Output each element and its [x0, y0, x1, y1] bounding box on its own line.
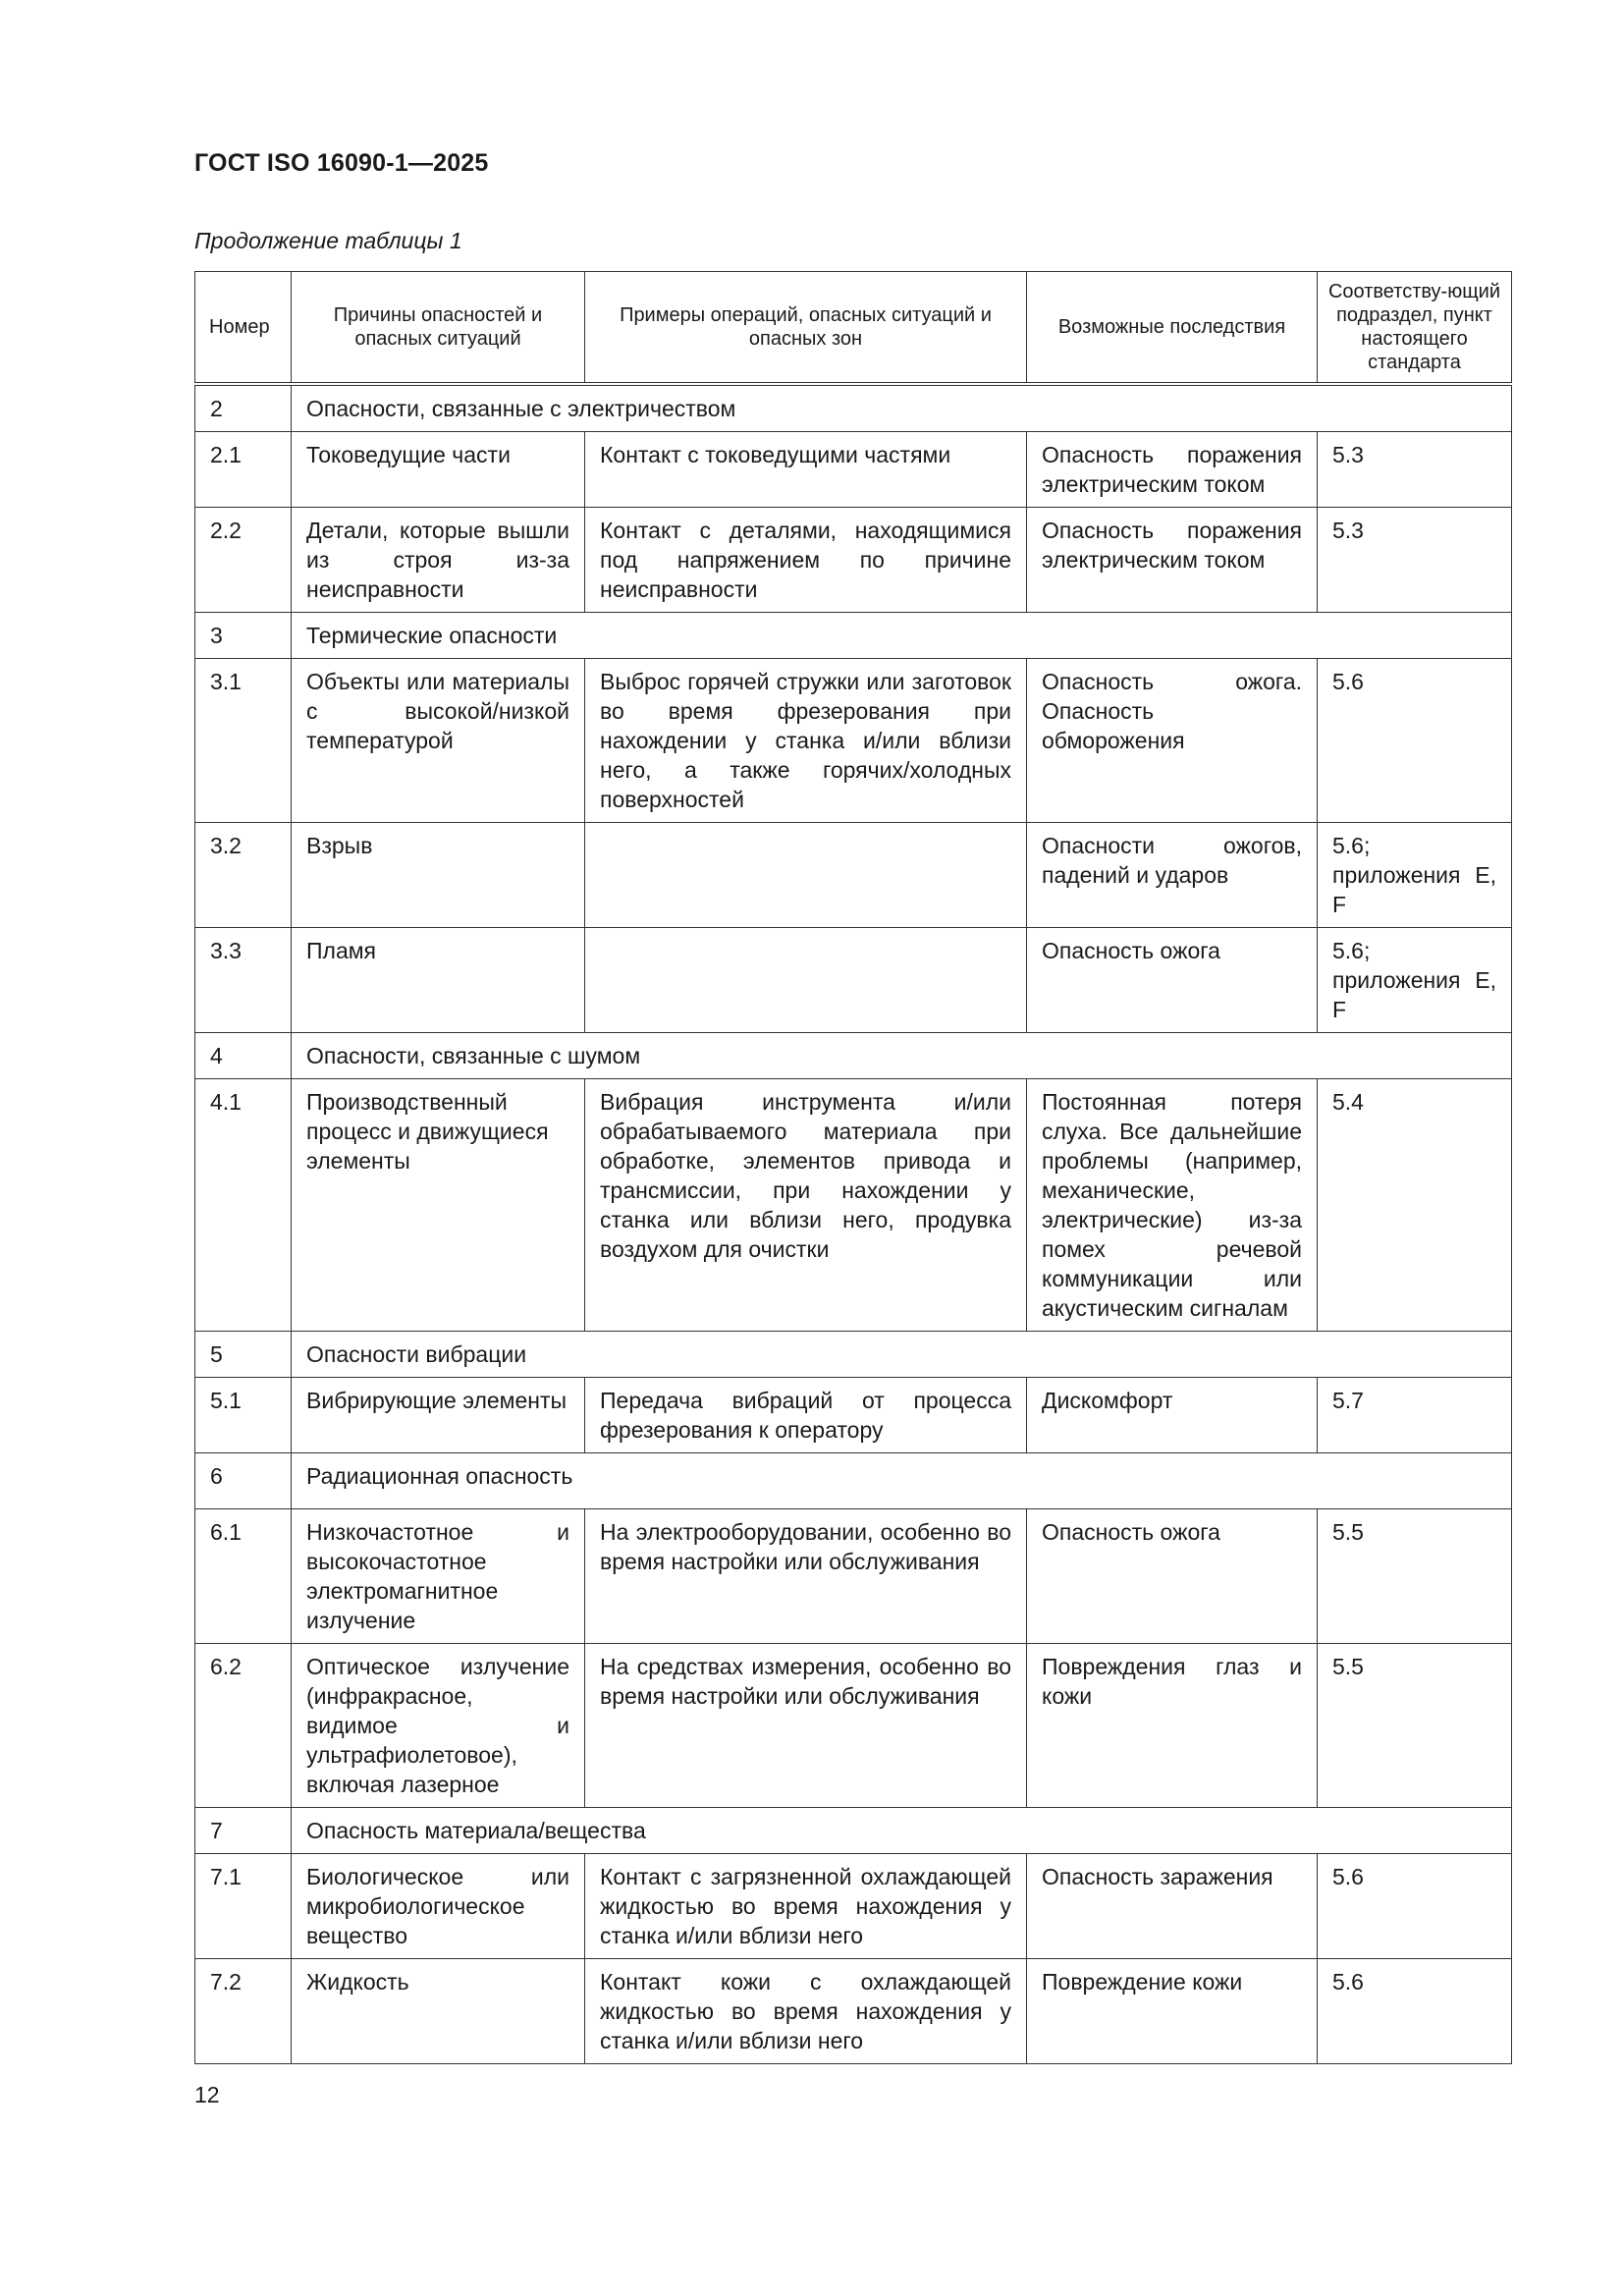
cell-reference: 5.5 [1318, 1644, 1512, 1808]
cell-cause: Производственный процесс и движущиеся элементы [292, 1079, 585, 1332]
cell-number: 7.1 [195, 1854, 292, 1959]
cell-example: На средствах измерения, особенно во время настройки или обслуживания [585, 1644, 1027, 1808]
group-row [195, 1808, 1512, 1854]
group-row [195, 384, 1512, 432]
column-header-reference: Соответству-ющий подраздел, пункт настоящего стандарта [1318, 272, 1512, 385]
table-row [195, 1509, 1512, 1644]
column-header-cause: Причины опасностей и опасных ситуаций [292, 272, 585, 385]
group-row [195, 1453, 1512, 1509]
hazards-table [194, 271, 1512, 2064]
cell-example [585, 823, 1027, 928]
table-row [195, 432, 1512, 508]
cell-number: 4 [195, 1033, 292, 1079]
cell-number: 3 [195, 613, 292, 659]
cell-cause: Токоведущие части [292, 432, 585, 508]
cell-consequence: Дискомфорт [1027, 1378, 1318, 1453]
cell-consequence: Повреждение кожи [1027, 1959, 1318, 2064]
cell-group-title: Опасность материала/вещества [292, 1808, 1512, 1854]
cell-reference: 5.5 [1318, 1509, 1512, 1644]
cell-example: Выброс горячей стружки или заготовок во время фрезерования при нахождении у станка и/или вблизи него, а также горячих/холодных поверхностей [585, 659, 1027, 823]
cell-reference: 5.6; приложения E, F [1318, 823, 1512, 928]
table-row [195, 928, 1512, 1033]
table-row [195, 1959, 1512, 2064]
cell-number: 5 [195, 1332, 292, 1378]
cell-example: Контакт кожи с охлаждающей жидкостью во время нахождения у станка и/или вблизи него [585, 1959, 1027, 2064]
cell-number: 3.2 [195, 823, 292, 928]
table-row [195, 1644, 1512, 1808]
cell-consequence: Опасность ожога [1027, 1509, 1318, 1644]
cell-reference: 5.6 [1318, 659, 1512, 823]
cell-cause: Объекты или материалы с высокой/низкой температурой [292, 659, 585, 823]
header-row [195, 272, 1512, 385]
cell-group-title: Радиационная опасность [292, 1453, 1512, 1509]
cell-reference: 5.7 [1318, 1378, 1512, 1453]
cell-reference: 5.6 [1318, 1854, 1512, 1959]
cell-example: Передача вибраций от процесса фрезерования к оператору [585, 1378, 1027, 1453]
cell-consequence: Опасности ожогов, падений и ударов [1027, 823, 1318, 928]
cell-number: 6.1 [195, 1509, 292, 1644]
cell-reference: 5.6; приложения E, F [1318, 928, 1512, 1033]
group-row [195, 1033, 1512, 1079]
cell-group-title: Опасности, связанные с электричеством [292, 384, 1512, 432]
cell-cause: Низкочастотное и высокочастотное электромагнитное излучение [292, 1509, 585, 1644]
cell-consequence: Повреждения глаз и кожи [1027, 1644, 1318, 1808]
cell-consequence: Опасность заражения [1027, 1854, 1318, 1959]
cell-example: На электрооборудовании, особенно во время настройки или обслуживания [585, 1509, 1027, 1644]
cell-number: 5.1 [195, 1378, 292, 1453]
cell-reference: 5.4 [1318, 1079, 1512, 1332]
cell-number: 3.3 [195, 928, 292, 1033]
cell-group-title: Опасности вибрации [292, 1332, 1512, 1378]
cell-consequence: Опасность ожога [1027, 928, 1318, 1033]
cell-example [585, 928, 1027, 1033]
cell-number: 2 [195, 384, 292, 432]
cell-number: 6 [195, 1453, 292, 1509]
table-row [195, 823, 1512, 928]
cell-cause: Биологическое или микробиологическое вещество [292, 1854, 585, 1959]
table-row [195, 508, 1512, 613]
table-row [195, 1378, 1512, 1453]
table-body [195, 384, 1512, 2064]
column-header-number: Номер [195, 272, 292, 385]
column-header-consequences: Возможные последствия [1027, 272, 1318, 385]
cell-reference: 5.3 [1318, 508, 1512, 613]
cell-consequence: Опасность ожога. Опасность обморожения [1027, 659, 1318, 823]
table-caption: Продолжение таблицы 1 [194, 228, 462, 253]
cell-consequence: Опасность поражения электрическим током [1027, 508, 1318, 613]
group-row [195, 1332, 1512, 1378]
cell-cause: Детали, которые вышли из строя из-за неисправности [292, 508, 585, 613]
cell-reference: 5.3 [1318, 432, 1512, 508]
cell-number: 2.1 [195, 432, 292, 508]
cell-number: 7.2 [195, 1959, 292, 2064]
cell-cause: Вибрирующие элементы [292, 1378, 585, 1453]
cell-number: 7 [195, 1808, 292, 1854]
cell-number: 2.2 [195, 508, 292, 613]
document-id: ГОСТ ISO 16090-1—2025 [194, 149, 489, 177]
cell-reference: 5.6 [1318, 1959, 1512, 2064]
cell-cause: Взрыв [292, 823, 585, 928]
cell-cause: Жидкость [292, 1959, 585, 2064]
cell-consequence: Опасность поражения электрическим током [1027, 432, 1318, 508]
group-row [195, 613, 1512, 659]
table-row [195, 1854, 1512, 1959]
cell-example: Контакт с токоведущими частями [585, 432, 1027, 508]
cell-number: 6.2 [195, 1644, 292, 1808]
cell-group-title: Термические опасности [292, 613, 1512, 659]
table-header [195, 272, 1512, 385]
cell-group-title: Опасности, связанные с шумом [292, 1033, 1512, 1079]
table-row [195, 659, 1512, 823]
cell-number: 4.1 [195, 1079, 292, 1332]
cell-example: Контакт с загрязненной охлаждающей жидкостью во время нахождения у станка и/или вблизи него [585, 1854, 1027, 1959]
column-header-examples: Примеры операций, опасных ситуаций и опасных зон [585, 272, 1027, 385]
cell-cause: Пламя [292, 928, 585, 1033]
page-number: 12 [194, 2082, 220, 2107]
table-row [195, 1079, 1512, 1332]
cell-example: Вибрация инструмента и/или обрабатываемого материала при обработке, элементов привода и трансмиссии, при нахождении у станка или вблизи него, продувка воздухом для очистки [585, 1079, 1027, 1332]
cell-cause: Оптическое излучение (инфракрасное, видимое и ультрафиолетовое), включая лазерное [292, 1644, 585, 1808]
cell-number: 3.1 [195, 659, 292, 823]
cell-example: Контакт с деталями, находящимися под напряжением по причине неисправности [585, 508, 1027, 613]
cell-consequence: Постоянная потеря слуха. Все дальнейшие проблемы (например, механические, электрические) из-за помех речевой коммуникации или акустическим сигналам [1027, 1079, 1318, 1332]
